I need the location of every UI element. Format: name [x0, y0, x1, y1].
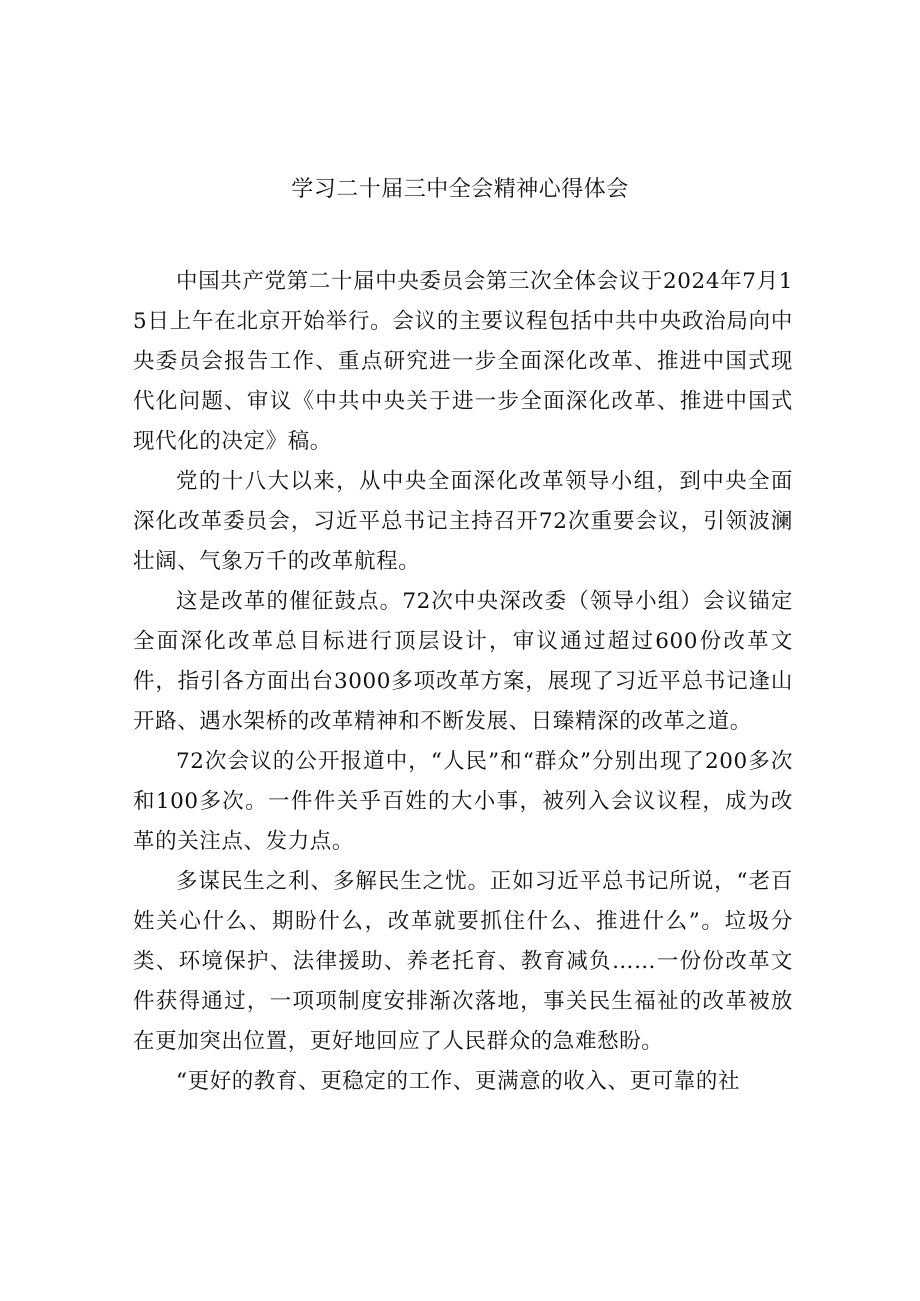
paragraph-5: 多谋民生之利、多解民生之忧。正如习近平总书记所说，“老百姓关心什么、期盼什么，改革就要抓住什么、推进什么”。垃圾分类、环境保护、法律援助、养老托育、教育减负……一份份改革文件获得通过，一项项制度安排渐次落地，事关民生福祉的改革被放在更加突出位置，更好地回应了人民群众的急难愁盼。 — [133, 869, 793, 1054]
document-title: 学习二十届三中全会精神心得体会 — [291, 177, 629, 202]
paragraph-3: 这是改革的催征鼓点。72次中央深改委（领导小组）会议锚定全面深化改革总目标进行顶层设计，审议通过超过600份改革文件，指引各方面出台3000多项改革方案，展现了习近平总书记逢山开路、遇水架桥的改革精神和不断发展、日臻精深的改革之道。 — [133, 589, 793, 734]
paragraph-4: 72次会议的公开报道中，“人民”和“群众”分别出现了200多次和100多次。一件件关乎百姓的大小事，被列入会议议程，成为改革的关注点、发力点。 — [133, 749, 793, 854]
paragraph-6: “更好的教育、更稳定的工作、更满意的收入、更可靠的社 — [176, 1069, 741, 1094]
paragraph-1: 中国共产党第二十届中央委员会第三次全体会议于2024年7月15日上午在北京开始举行。会议的主要议程包括中共中央政治局向中央委员会报告工作、重点研究进一步全面深化改革、推进中国式现代化问题、审议《中共中央关于进一步全面深化改革、推进中国式现代化的决定》稿。 — [133, 269, 793, 454]
paragraph-2: 党的十八大以来，从中央全面深化改革领导小组，到中央全面深化改革委员会，习近平总书记主持召开72次重要会议，引领波澜壮阔、气象万千的改革航程。 — [133, 469, 793, 574]
document-body — [133, 262, 793, 1102]
